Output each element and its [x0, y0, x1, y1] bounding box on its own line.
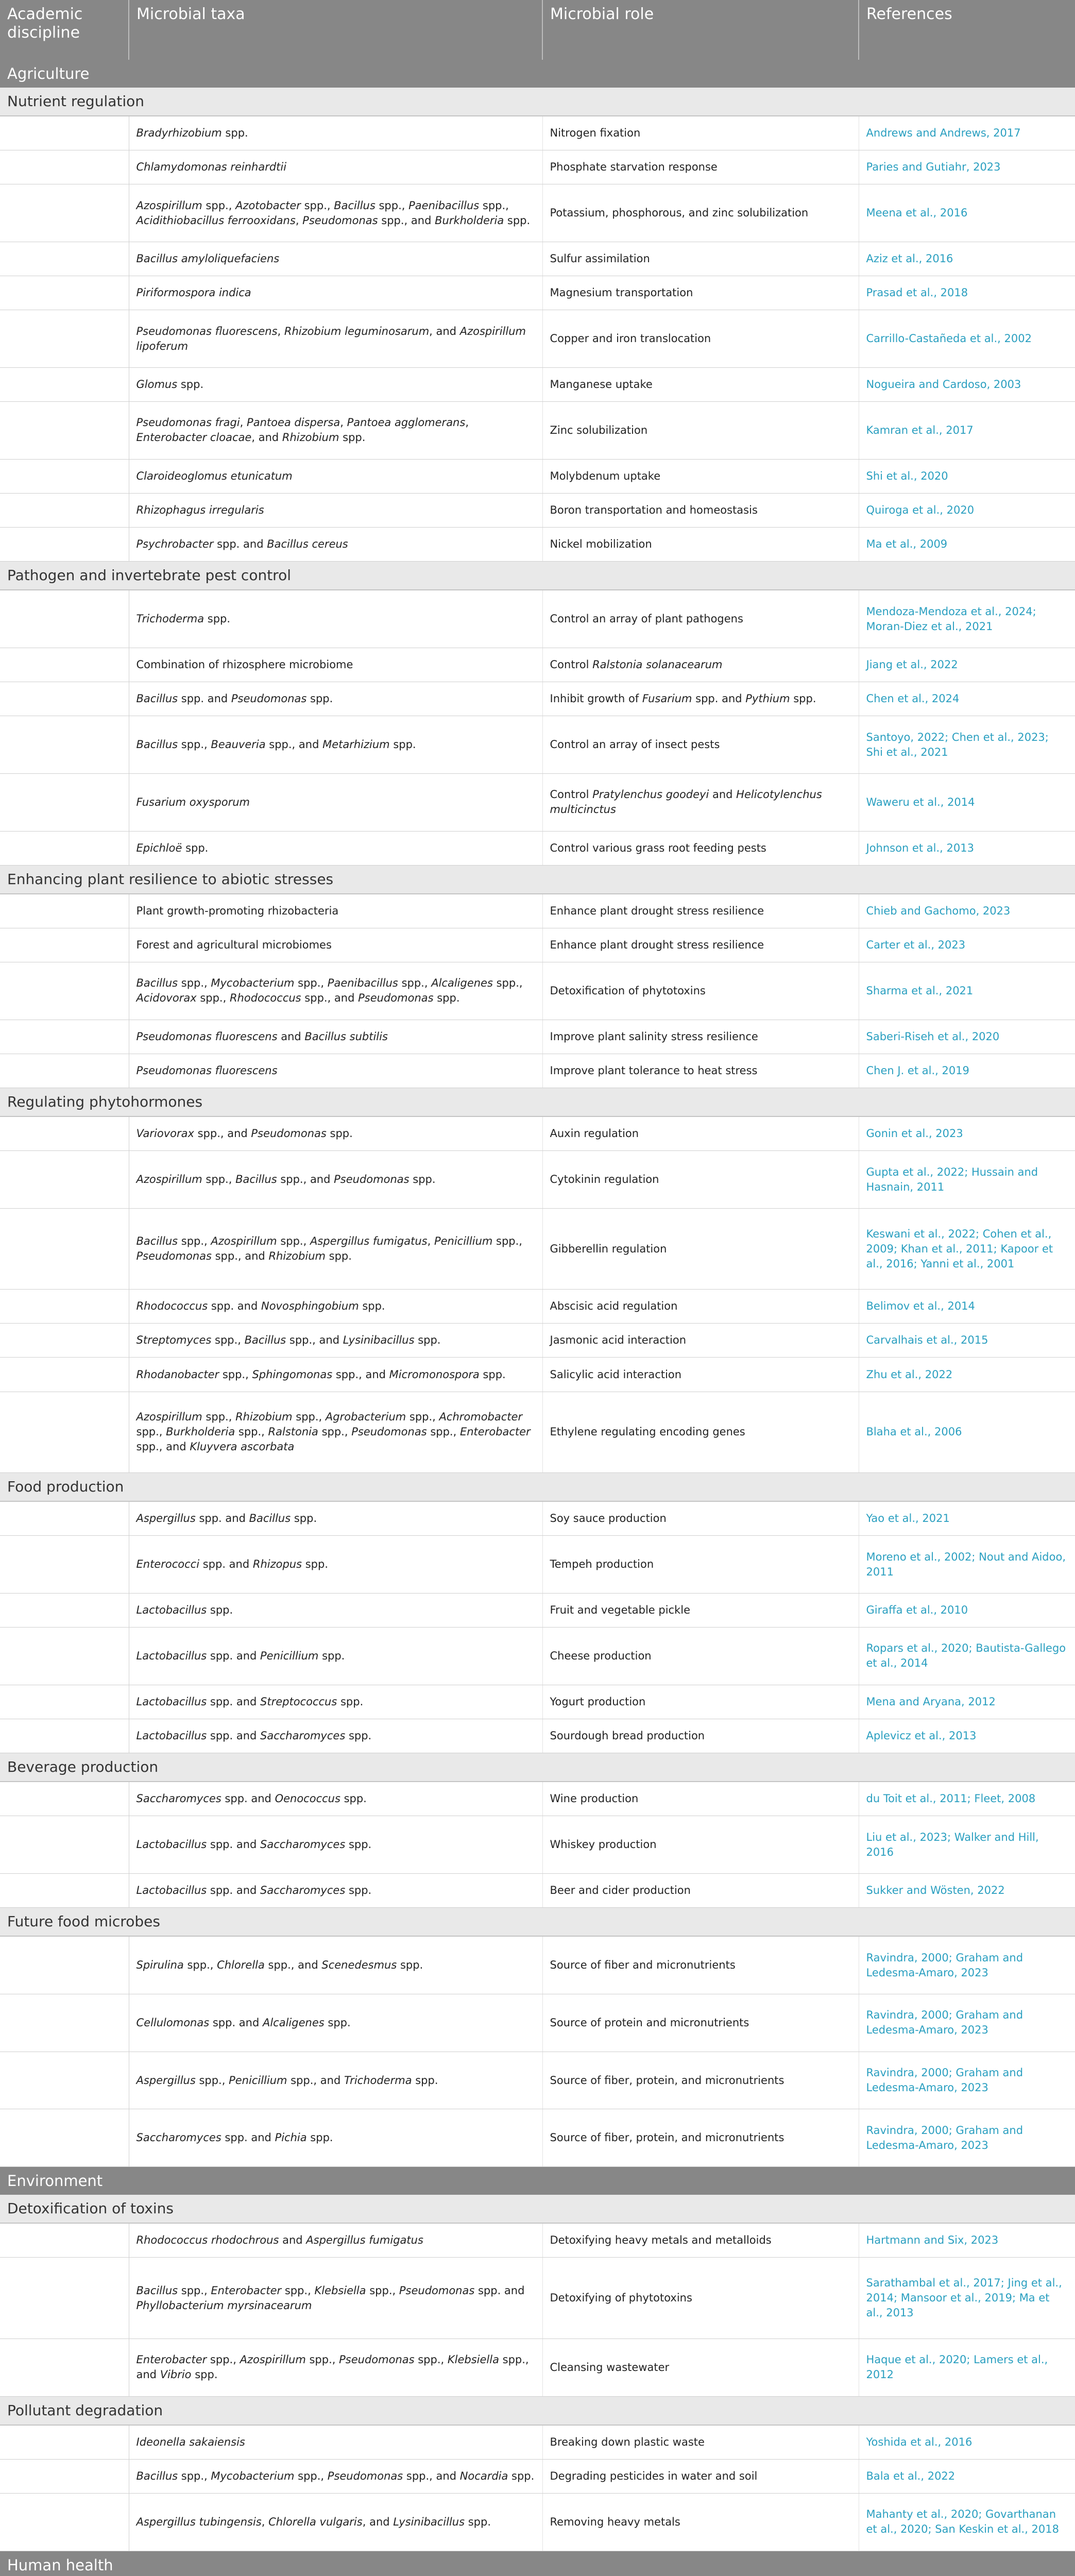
microbial-taxa-cell: Aspergillus tubingensis, Chlorella vulgaris, and Lysinibacillus spp. — [129, 2493, 542, 2551]
table-row — [0, 1020, 1075, 1054]
table-row — [0, 1358, 1075, 1392]
subsection-title: Food production — [0, 1472, 1075, 1501]
reference-link[interactable]: Mendoza-Mendoza et al., 2024; Moran-Diez et al., 2021 — [859, 590, 1075, 648]
reference-link[interactable]: Gupta et al., 2022; Hussain and Hasnain, 2011 — [859, 1151, 1075, 1209]
reference-link[interactable]: Giraffa et al., 2010 — [859, 1593, 1075, 1627]
reference-link[interactable]: Yoshida et al., 2016 — [859, 2425, 1075, 2460]
table-row — [0, 184, 1075, 242]
reference-link[interactable]: Johnson et al., 2013 — [859, 831, 1075, 865]
reference-link[interactable]: Mahanty et al., 2020; Govarthanan et al., 2020; San Keskin et al., 2018 — [859, 2493, 1075, 2551]
table-row — [0, 1392, 1075, 1472]
microbial-role-cell: Nitrogen fixation — [542, 116, 859, 150]
table-row — [0, 150, 1075, 184]
microbial-role-cell: Tempeh production — [542, 1536, 859, 1594]
reference-link[interactable]: Sukker and Wösten, 2022 — [859, 1873, 1075, 1907]
discipline-cell — [0, 2493, 129, 2551]
microbial-role-cell: Copper and iron translocation — [542, 310, 859, 368]
discipline-cell — [0, 928, 129, 962]
table-row — [0, 459, 1075, 493]
reference-link[interactable]: Ravindra, 2000; Graham and Ledesma-Amaro, 2023 — [859, 2052, 1075, 2109]
reference-link[interactable]: Andrews and Andrews, 2017 — [859, 116, 1075, 150]
microbial-role-cell: Breaking down plastic waste — [542, 2425, 859, 2460]
discipline-cell — [0, 1392, 129, 1472]
table-row — [0, 1209, 1075, 1290]
microbial-role-cell: Cheese production — [542, 1628, 859, 1685]
discipline-cell — [0, 1116, 129, 1151]
microbial-taxa-cell: Bacillus spp., Mycobacterium spp., Pseudomonas spp., and Nocardia spp. — [129, 2459, 542, 2493]
microbial-taxa-cell: Pseudomonas fluorescens, Rhizobium leguminosarum, and Azospirillum lipoferum — [129, 310, 542, 368]
microbial-role-cell: Salicylic acid interaction — [542, 1358, 859, 1392]
microbial-taxa-cell: Epichloë spp. — [129, 831, 542, 865]
microbial-role-cell: Soy sauce production — [542, 1501, 859, 1536]
discipline-cell — [0, 276, 129, 310]
microbial-role-cell: Phosphate starvation response — [542, 150, 859, 184]
subsection-title: Nutrient regulation — [0, 88, 1075, 116]
reference-link[interactable]: Chen J. et al., 2019 — [859, 1054, 1075, 1088]
microbial-taxa-cell: Bacillus spp., Beauveria spp., and Metarhizium spp. — [129, 716, 542, 774]
table-row — [0, 831, 1075, 865]
reference-link[interactable]: du Toit et al., 2011; Fleet, 2008 — [859, 1782, 1075, 1816]
discipline-cell — [0, 2425, 129, 2460]
table-row — [0, 1151, 1075, 1209]
section-row-agriculture — [0, 60, 1075, 88]
discipline-cell — [0, 527, 129, 561]
microbial-taxa-cell: Bacillus spp., Azospirillum spp., Aspergillus fumigatus, Penicillium spp., Pseudomonas spp., and Rhizobium spp. — [129, 1209, 542, 1290]
discipline-cell — [0, 1782, 129, 1816]
discipline-cell — [0, 2052, 129, 2109]
table-row — [0, 894, 1075, 928]
discipline-cell — [0, 368, 129, 402]
microbial-role-cell: Control Pratylenchus goodeyi and Helicotylenchus multicinctus — [542, 773, 859, 831]
discipline-cell — [0, 1994, 129, 2052]
table-row — [0, 1593, 1075, 1627]
table-row — [0, 2052, 1075, 2109]
microbial-role-cell: Zinc solubilization — [542, 402, 859, 460]
table-row — [0, 2425, 1075, 2460]
discipline-cell — [0, 682, 129, 716]
table-row — [0, 1816, 1075, 1874]
discipline-cell — [0, 1593, 129, 1627]
subsection-row-enhancing-plant-resilience-to-abiotic-stresses — [0, 865, 1075, 894]
discipline-cell — [0, 459, 129, 493]
reference-link[interactable]: Ravindra, 2000; Graham and Ledesma-Amaro, 2023 — [859, 2109, 1075, 2167]
microbial-taxa-cell: Pseudomonas fluorescens — [129, 1054, 542, 1088]
subsection-title: Future food microbes — [0, 1908, 1075, 1937]
microbial-role-cell: Source of protein and micronutrients — [542, 1994, 859, 2052]
reference-link[interactable]: Chieb and Gachomo, 2023 — [859, 894, 1075, 928]
reference-link[interactable]: Waweru et al., 2014 — [859, 773, 1075, 831]
microbial-taxa-cell: Trichoderma spp. — [129, 590, 542, 648]
table-row — [0, 773, 1075, 831]
discipline-cell — [0, 1628, 129, 1685]
microbial-role-cell: Jasmonic acid interaction — [542, 1324, 859, 1358]
microbial-role-cell: Source of fiber and micronutrients — [542, 1936, 859, 1994]
discipline-cell — [0, 894, 129, 928]
subsection-row-detoxification-of-toxins — [0, 2195, 1075, 2223]
subsection-row-future-food-microbes — [0, 1908, 1075, 1937]
microbial-taxa-cell: Lactobacillus spp. — [129, 1593, 542, 1627]
discipline-cell — [0, 1501, 129, 1536]
discipline-cell — [0, 1054, 129, 1088]
discipline-cell — [0, 1685, 129, 1719]
table-row — [0, 1536, 1075, 1594]
discipline-cell — [0, 773, 129, 831]
reference-link[interactable]: Sharma et al., 2021 — [859, 962, 1075, 1020]
microbial-taxa-cell: Lactobacillus spp. and Saccharomyces spp. — [129, 1719, 542, 1753]
subsection-title: Pathogen and invertebrate pest control — [0, 562, 1075, 590]
microbial-role-cell: Fruit and vegetable pickle — [542, 1593, 859, 1627]
microbial-taxa-cell: Pseudomonas fragi, Pantoea dispersa, Pantoea agglomerans, Enterobacter cloacae, and Rhizobium spp. — [129, 402, 542, 460]
reference-link[interactable]: Hartmann and Six, 2023 — [859, 2223, 1075, 2258]
header-microbial-role: Microbial role — [542, 0, 859, 60]
subsection-title: Detoxification of toxins — [0, 2195, 1075, 2223]
microbial-taxa-cell: Rhodococcus rhodochrous and Aspergillus fumigatus — [129, 2223, 542, 2258]
reference-link[interactable]: Bala et al., 2022 — [859, 2459, 1075, 2493]
discipline-cell — [0, 1151, 129, 1209]
subsection-row-pathogen-and-invertebrate-pest-control — [0, 562, 1075, 590]
table-row — [0, 1873, 1075, 1907]
table-row — [0, 2258, 1075, 2338]
discipline-cell — [0, 716, 129, 774]
table-row — [0, 1719, 1075, 1753]
table-row — [0, 682, 1075, 716]
table-row — [0, 648, 1075, 682]
reference-link[interactable]: Carrillo-Castañeda et al., 2002 — [859, 310, 1075, 368]
microbial-taxa-cell: Pseudomonas fluorescens and Bacillus subtilis — [129, 1020, 542, 1054]
reference-link[interactable]: Aziz et al., 2016 — [859, 242, 1075, 276]
microbial-role-cell: Detoxifying heavy metals and metalloids — [542, 2223, 859, 2258]
reference-link[interactable]: Prasad et al., 2018 — [859, 276, 1075, 310]
table-body — [0, 60, 1075, 2576]
microbial-role-cell: Removing heavy metals — [542, 2493, 859, 2551]
microbial-taxa-cell: Bacillus spp., Mycobacterium spp., Paenibacillus spp., Alcaligenes spp., Acidovorax spp., Rhodococcus spp., and Pseudomonas spp. — [129, 962, 542, 1020]
subsection-row-regulating-phytohormones — [0, 1088, 1075, 1116]
microbial-taxa-cell: Lactobacillus spp. and Saccharomyces spp. — [129, 1873, 542, 1907]
reference-link[interactable]: Mena and Aryana, 2012 — [859, 1685, 1075, 1719]
microbial-role-cell: Control an array of plant pathogens — [542, 590, 859, 648]
subsection-title: Pollutant degradation — [0, 2396, 1075, 2425]
discipline-cell — [0, 962, 129, 1020]
microbial-taxa-cell: Spirulina spp., Chlorella spp., and Scenedesmus spp. — [129, 1936, 542, 1994]
microbial-role-cell: Abscisic acid regulation — [542, 1290, 859, 1324]
microbial-taxa-cell: Lactobacillus spp. and Saccharomyces spp. — [129, 1816, 542, 1874]
reference-link[interactable]: Keswani et al., 2022; Cohen et al., 2009; Khan et al., 2011; Kapoor et al., 2016; Yanni et al., 2001 — [859, 1209, 1075, 1290]
reference-link[interactable]: Yao et al., 2021 — [859, 1501, 1075, 1536]
subsection-row-pollutant-degradation — [0, 2396, 1075, 2425]
discipline-cell — [0, 648, 129, 682]
discipline-cell — [0, 493, 129, 527]
discipline-cell — [0, 2223, 129, 2258]
reference-link[interactable]: Ravindra, 2000; Graham and Ledesma-Amaro, 2023 — [859, 1994, 1075, 2052]
discipline-cell — [0, 1936, 129, 1994]
section-row-environment — [0, 2167, 1075, 2195]
microbial-role-cell: Cytokinin regulation — [542, 1151, 859, 1209]
microbial-taxa-cell: Claroideoglomus etunicatum — [129, 459, 542, 493]
microbial-taxa-cell: Lactobacillus spp. and Penicillium spp. — [129, 1628, 542, 1685]
discipline-cell — [0, 2109, 129, 2167]
section-title: Agriculture — [0, 60, 1075, 88]
subsection-title: Beverage production — [0, 1753, 1075, 1782]
reference-link[interactable]: Liu et al., 2023; Walker and Hill, 2016 — [859, 1816, 1075, 1874]
discipline-cell — [0, 116, 129, 150]
table-row — [0, 962, 1075, 1020]
reference-link[interactable]: Ravindra, 2000; Graham and Ledesma-Amaro, 2023 — [859, 1936, 1075, 1994]
microbial-taxa-cell: Glomus spp. — [129, 368, 542, 402]
discipline-cell — [0, 1816, 129, 1874]
microbial-role-cell: Degrading pesticides in water and soil — [542, 2459, 859, 2493]
table-row — [0, 1782, 1075, 1816]
header-references: References — [859, 0, 1075, 60]
table-row — [0, 1324, 1075, 1358]
header-academic-discipline: Academic discipline — [0, 0, 129, 60]
microbial-taxa-cell: Ideonella sakaiensis — [129, 2425, 542, 2460]
reference-link[interactable]: Gonin et al., 2023 — [859, 1116, 1075, 1151]
microbial-taxa-cell: Rhodococcus spp. and Novosphingobium spp. — [129, 1290, 542, 1324]
reference-link[interactable]: Ma et al., 2009 — [859, 527, 1075, 561]
reference-link[interactable]: Moreno et al., 2002; Nout and Aidoo, 2011 — [859, 1536, 1075, 1594]
microbial-role-cell: Gibberellin regulation — [542, 1209, 859, 1290]
microbial-taxa-cell: Saccharomyces spp. and Oenococcus spp. — [129, 1782, 542, 1816]
microbial-taxa-cell: Streptomyces spp., Bacillus spp., and Lysinibacillus spp. — [129, 1324, 542, 1358]
table-row — [0, 402, 1075, 460]
microbial-taxa-cell: Azospirillum spp., Azotobacter spp., Bacillus spp., Paenibacillus spp., Acidithiobacillus ferrooxidans, Pseudomonas spp., and Burkholderia spp. — [129, 184, 542, 242]
reference-link[interactable]: Jiang et al., 2022 — [859, 648, 1075, 682]
microbial-taxa-cell: Piriformospora indica — [129, 276, 542, 310]
microbial-taxa-cell: Bacillus spp., Enterobacter spp., Klebsiella spp., Pseudomonas spp. and Phyllobacterium myrsinacearum — [129, 2258, 542, 2338]
microbial-role-cell: Magnesium transportation — [542, 276, 859, 310]
microbial-role-cell: Potassium, phosphorous, and zinc solubilization — [542, 184, 859, 242]
microbial-taxa-cell: Aspergillus spp. and Bacillus spp. — [129, 1501, 542, 1536]
microbial-taxa-cell: Psychrobacter spp. and Bacillus cereus — [129, 527, 542, 561]
table-row — [0, 2109, 1075, 2167]
section-row-human-health — [0, 2551, 1075, 2576]
table-row — [0, 2493, 1075, 2551]
microbial-role-cell: Source of fiber, protein, and micronutrients — [542, 2052, 859, 2109]
reference-link[interactable]: Santoyo, 2022; Chen et al., 2023; Shi et al., 2021 — [859, 716, 1075, 774]
discipline-cell — [0, 831, 129, 865]
microbial-taxa-cell: Combination of rhizosphere microbiome — [129, 648, 542, 682]
discipline-cell — [0, 1719, 129, 1753]
table-row — [0, 1290, 1075, 1324]
discipline-cell — [0, 242, 129, 276]
subsection-title: Enhancing plant resilience to abiotic stresses — [0, 865, 1075, 894]
reference-link[interactable]: Belimov et al., 2014 — [859, 1290, 1075, 1324]
microbial-taxa-cell: Fusarium oxysporum — [129, 773, 542, 831]
microbial-role-cell: Auxin regulation — [542, 1116, 859, 1151]
microbial-taxa-cell: Azospirillum spp., Bacillus spp., and Pseudomonas spp. — [129, 1151, 542, 1209]
discipline-cell — [0, 1358, 129, 1392]
discipline-cell — [0, 590, 129, 648]
table-row — [0, 2459, 1075, 2493]
microbial-taxa-cell: Plant growth-promoting rhizobacteria — [129, 894, 542, 928]
microbial-taxa-cell: Enterococci spp. and Rhizopus spp. — [129, 1536, 542, 1594]
reference-link[interactable]: Paries and Gutiahr, 2023 — [859, 150, 1075, 184]
subsection-row-food-production — [0, 1472, 1075, 1501]
microbial-taxa-cell: Variovorax spp., and Pseudomonas spp. — [129, 1116, 542, 1151]
microbial-role-cell: Cleansing wastewater — [542, 2338, 859, 2396]
table-row — [0, 1501, 1075, 1536]
discipline-cell — [0, 402, 129, 460]
reference-link[interactable]: Chen et al., 2024 — [859, 682, 1075, 716]
table-row — [0, 242, 1075, 276]
table-row — [0, 310, 1075, 368]
discipline-cell — [0, 1536, 129, 1594]
reference-link[interactable]: Ropars et al., 2020; Bautista-Gallego et al., 2014 — [859, 1628, 1075, 1685]
table-row — [0, 276, 1075, 310]
microbial-taxa-cell: Azospirillum spp., Rhizobium spp., Agrobacterium spp., Achromobacter spp., Burkholderia spp., Ralstonia spp., Pseudomonas spp., Enterobacter spp., and Kluyvera ascorbata — [129, 1392, 542, 1472]
discipline-cell — [0, 1873, 129, 1907]
reference-link[interactable]: Shi et al., 2020 — [859, 459, 1075, 493]
microbial-role-cell: Manganese uptake — [542, 368, 859, 402]
table-row — [0, 2223, 1075, 2258]
microbial-role-cell: Boron transportation and homeostasis — [542, 493, 859, 527]
discipline-cell — [0, 1209, 129, 1290]
section-title: Human health — [0, 2551, 1075, 2576]
subsection-row-nutrient-regulation — [0, 88, 1075, 116]
reference-link[interactable]: Sarathambal et al., 2017; Jing et al., 2014; Mansoor et al., 2019; Ma et al., 2013 — [859, 2258, 1075, 2338]
reference-link[interactable]: Carter et al., 2023 — [859, 928, 1075, 962]
microbial-role-cell: Detoxification of phytotoxins — [542, 962, 859, 1020]
section-title: Environment — [0, 2167, 1075, 2195]
microbial-taxa-cell: Aspergillus spp., Penicillium spp., and Trichoderma spp. — [129, 2052, 542, 2109]
reference-link[interactable]: Zhu et al., 2022 — [859, 1358, 1075, 1392]
table-row — [0, 527, 1075, 561]
reference-link[interactable]: Nogueira and Cardoso, 2003 — [859, 368, 1075, 402]
microbial-role-cell: Improve plant salinity stress resilience — [542, 1020, 859, 1054]
table-row — [0, 1628, 1075, 1685]
table-row — [0, 1054, 1075, 1088]
microbial-taxa-cell: Bacillus amyloliquefaciens — [129, 242, 542, 276]
reference-link[interactable]: Meena et al., 2016 — [859, 184, 1075, 242]
microbial-taxa-cell: Chlamydomonas reinhardtii — [129, 150, 542, 184]
microbial-role-cell: Control an array of insect pests — [542, 716, 859, 774]
table-row — [0, 1116, 1075, 1151]
table-row — [0, 1685, 1075, 1719]
table-row — [0, 1936, 1075, 1994]
microbial-role-cell: Enhance plant drought stress resilience — [542, 894, 859, 928]
microbial-role-cell: Enhance plant drought stress resilience — [542, 928, 859, 962]
microbial-role-cell: Sulfur assimilation — [542, 242, 859, 276]
reference-link[interactable]: Haque et al., 2020; Lamers et al., 2012 — [859, 2338, 1075, 2396]
microbial-role-cell: Ethylene regulating encoding genes — [542, 1392, 859, 1472]
discipline-cell — [0, 150, 129, 184]
microbial-role-cell: Improve plant tolerance to heat stress — [542, 1054, 859, 1088]
microbial-role-cell: Control various grass root feeding pests — [542, 831, 859, 865]
microbial-taxa-cell: Rhizophagus irregularis — [129, 493, 542, 527]
reference-link[interactable]: Kamran et al., 2017 — [859, 402, 1075, 460]
microbial-taxa-cell: Forest and agricultural microbiomes — [129, 928, 542, 962]
discipline-cell — [0, 2459, 129, 2493]
discipline-cell — [0, 1020, 129, 1054]
table-row — [0, 1994, 1075, 2052]
microbial-taxa-cell: Bradyrhizobium spp. — [129, 116, 542, 150]
discipline-cell — [0, 2338, 129, 2396]
microbial-taxa-cell: Saccharomyces spp. and Pichia spp. — [129, 2109, 542, 2167]
microbial-taxa-cell: Bacillus spp. and Pseudomonas spp. — [129, 682, 542, 716]
microbial-role-cell: Detoxifying of phytotoxins — [542, 2258, 859, 2338]
discipline-cell — [0, 184, 129, 242]
table-row — [0, 116, 1075, 150]
microbial-role-cell: Control Ralstonia solanacearum — [542, 648, 859, 682]
discipline-cell — [0, 1324, 129, 1358]
microbial-role-cell: Inhibit growth of Fusarium spp. and Pythium spp. — [542, 682, 859, 716]
reference-link[interactable]: Carvalhais et al., 2015 — [859, 1324, 1075, 1358]
table-row — [0, 928, 1075, 962]
reference-link[interactable]: Blaha et al., 2006 — [859, 1392, 1075, 1472]
microbial-role-cell: Beer and cider production — [542, 1873, 859, 1907]
microbial-taxa-cell: Cellulomonas spp. and Alcaligenes spp. — [129, 1994, 542, 2052]
subsection-row-beverage-production — [0, 1753, 1075, 1782]
microbial-taxa-cell: Enterobacter spp., Azospirillum spp., Pseudomonas spp., Klebsiella spp., and Vibrio spp. — [129, 2338, 542, 2396]
microbial-role-cell: Yogurt production — [542, 1685, 859, 1719]
discipline-cell — [0, 310, 129, 368]
microbial-role-cell: Nickel mobilization — [542, 527, 859, 561]
microbial-role-cell: Molybdenum uptake — [542, 459, 859, 493]
table-row — [0, 368, 1075, 402]
reference-link[interactable]: Aplevicz et al., 2013 — [859, 1719, 1075, 1753]
table-row — [0, 590, 1075, 648]
microbial-role-cell: Wine production — [542, 1782, 859, 1816]
reference-link[interactable]: Quiroga et al., 2020 — [859, 493, 1075, 527]
table-row — [0, 493, 1075, 527]
table-row — [0, 716, 1075, 774]
microbial-role-cell: Whiskey production — [542, 1816, 859, 1874]
microbial-role-cell: Sourdough bread production — [542, 1719, 859, 1753]
table-row — [0, 2338, 1075, 2396]
header-microbial-taxa: Microbial taxa — [129, 0, 542, 60]
subsection-title: Regulating phytohormones — [0, 1088, 1075, 1116]
microbial-taxa-cell: Rhodanobacter spp., Sphingomonas spp., and Micromonospora spp. — [129, 1358, 542, 1392]
table-header-row — [0, 0, 1075, 60]
microbial-taxa-cell: Lactobacillus spp. and Streptococcus spp. — [129, 1685, 542, 1719]
microbial-role-cell: Source of fiber, protein, and micronutrients — [542, 2109, 859, 2167]
reference-link[interactable]: Saberi-Riseh et al., 2020 — [859, 1020, 1075, 1054]
discipline-cell — [0, 1290, 129, 1324]
discipline-cell — [0, 2258, 129, 2338]
